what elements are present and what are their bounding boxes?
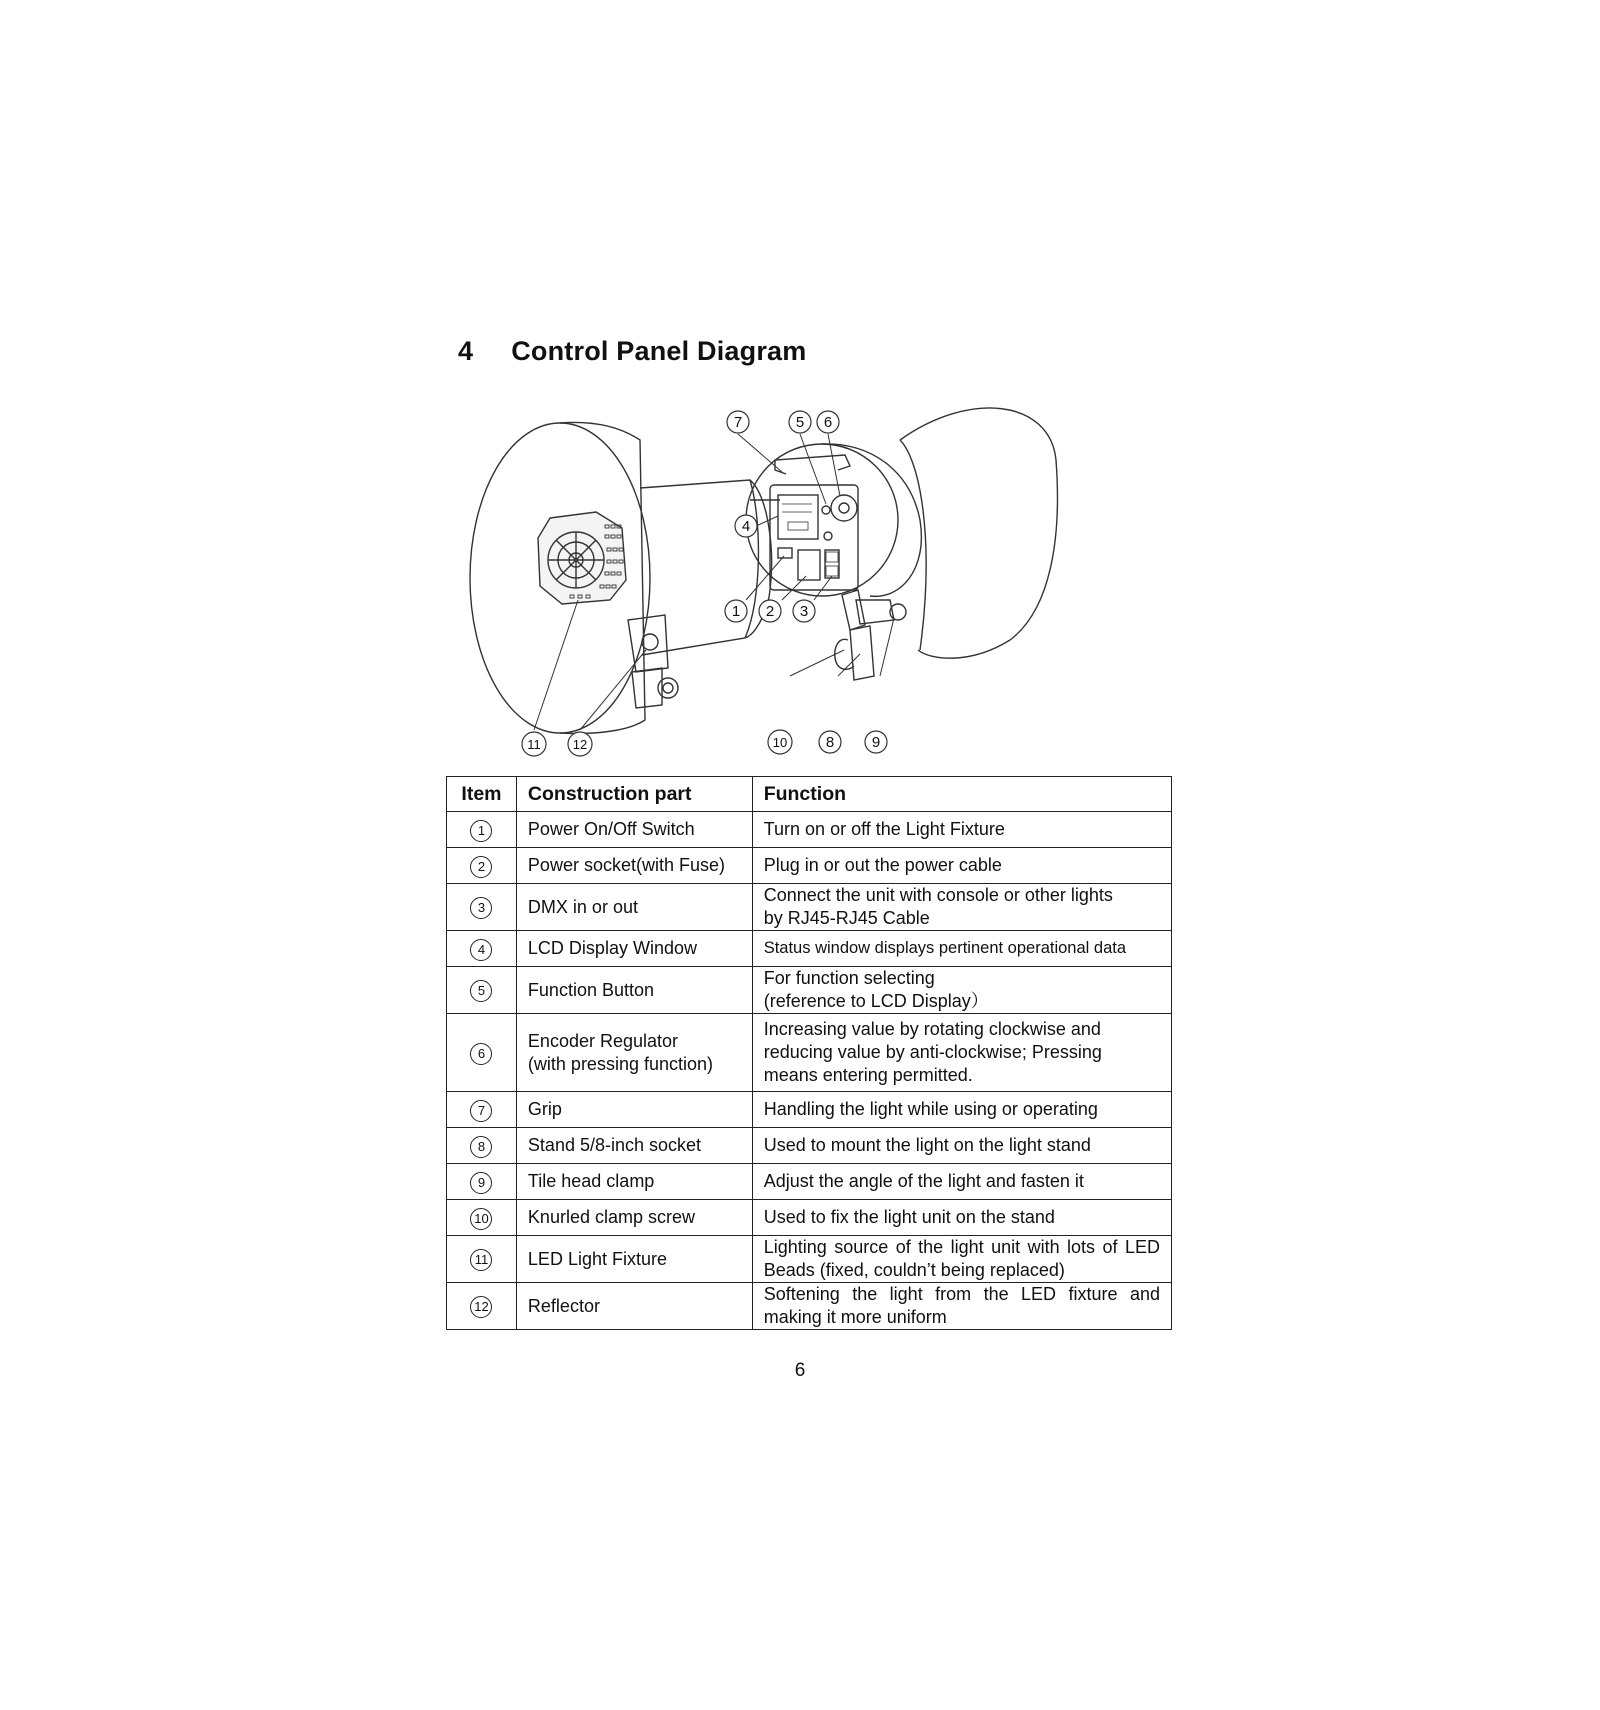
- part-cell: Grip: [516, 1092, 752, 1128]
- leader-12: [580, 650, 646, 730]
- encoder-knob: [831, 495, 857, 521]
- item-number-badge: 12: [470, 1296, 492, 1318]
- function-cell: Adjust the angle of the light and fasten it: [752, 1164, 1171, 1200]
- part-cell: Encoder Regulator (with pressing function): [516, 1014, 752, 1092]
- fixture-illustration: [450, 400, 1190, 760]
- function-cell: Lighting source of the light unit with lots of LED Beads (fixed, couldn’t being replaced): [752, 1236, 1171, 1283]
- callout-5: [789, 411, 811, 433]
- led-module-left: [538, 512, 626, 604]
- function-cell: Used to mount the light on the light stand: [752, 1128, 1171, 1164]
- part-cell: Knurled clamp screw: [516, 1200, 752, 1236]
- callout-3: [793, 600, 815, 622]
- svg-text:8: 8: [825, 734, 835, 751]
- item-number-badge: 10: [470, 1208, 492, 1230]
- svg-text:4: 4: [741, 518, 751, 535]
- svg-text:3: 3: [799, 603, 809, 620]
- part-cell: LCD Display Window: [516, 931, 752, 967]
- header-construction-part: Construction part: [516, 777, 752, 812]
- function-cell: Increasing value by rotating clockwise and reducing value by anti-clockwise; Pressing means entering permitted.: [752, 1014, 1171, 1092]
- table-header-row: [447, 777, 1172, 812]
- part-cell: Function Button: [516, 967, 752, 1014]
- body-side-right: [822, 444, 921, 596]
- function-cell: Connect the unit with console or other lights by RJ45-RJ45 Cable: [752, 884, 1171, 931]
- function-button: [822, 506, 830, 514]
- power-socket: [798, 550, 820, 580]
- callout-4: [735, 515, 757, 537]
- callout-12: [568, 732, 592, 756]
- construction-parts-table: [446, 776, 1172, 1330]
- header-item: Item: [447, 777, 517, 812]
- function-cell: Handling the light while using or operating: [752, 1092, 1171, 1128]
- table-row: [447, 1128, 1172, 1164]
- control-panel: [770, 485, 858, 590]
- svg-text:9: 9: [871, 734, 881, 751]
- callout-9: [865, 731, 887, 753]
- lcd-window: [778, 495, 818, 539]
- table-row: [447, 1200, 1172, 1236]
- table-row: [447, 848, 1172, 884]
- callout-8: [819, 731, 841, 753]
- svg-text:6: 6: [823, 414, 833, 431]
- part-cell: Stand 5/8-inch socket: [516, 1128, 752, 1164]
- item-number-badge: 4: [470, 939, 492, 961]
- callout-7: [727, 411, 749, 433]
- function-cell: Status window displays pertinent operational data: [752, 931, 1171, 967]
- item-number-badge: 9: [470, 1172, 492, 1194]
- back-view-fixture: [738, 408, 1057, 680]
- part-cell: Power On/Off Switch: [516, 812, 752, 848]
- table-row: [447, 1236, 1172, 1283]
- part-cell: LED Light Fixture: [516, 1236, 752, 1283]
- page-number: 6: [794, 1360, 806, 1381]
- grip-right: [775, 455, 850, 474]
- item-number-badge: 2: [470, 856, 492, 878]
- table-row: [447, 1164, 1172, 1200]
- front-view-fixture: [470, 422, 780, 733]
- function-cell: For function selecting (reference to LCD Display）: [752, 967, 1171, 1014]
- part-cell: Power socket(with Fuse): [516, 848, 752, 884]
- reflector-inner-right: [900, 440, 926, 650]
- item-number-badge: 8: [470, 1136, 492, 1158]
- section-number: 4: [458, 336, 474, 366]
- function-cell: Softening the light from the LED fixture and making it more uniform: [752, 1283, 1171, 1330]
- function-cell: Plug in or out the power cable: [752, 848, 1171, 884]
- table-row: [447, 812, 1172, 848]
- leader-11: [534, 600, 578, 730]
- table-row: [447, 931, 1172, 967]
- item-number-badge: 5: [470, 980, 492, 1002]
- header-function: Function: [752, 777, 1171, 812]
- part-cell: Reflector: [516, 1283, 752, 1330]
- item-number-badge: 1: [470, 820, 492, 842]
- svg-text:2: 2: [765, 603, 775, 620]
- callout-10: [768, 730, 792, 754]
- svg-text:1: 1: [731, 603, 741, 620]
- table-row: [447, 884, 1172, 931]
- callout-2: [759, 600, 781, 622]
- section-heading: [458, 336, 806, 367]
- function-cell: Turn on or off the Light Fixture: [752, 812, 1171, 848]
- part-cell: Tile head clamp: [516, 1164, 752, 1200]
- table-row: [447, 967, 1172, 1014]
- svg-text:5: 5: [795, 414, 805, 431]
- dmx-port: [825, 550, 839, 578]
- svg-text:11: 11: [527, 737, 541, 752]
- table-row: [447, 1092, 1172, 1128]
- item-number-badge: 3: [470, 897, 492, 919]
- body-left: [640, 480, 775, 655]
- svg-text:10: 10: [772, 735, 788, 750]
- power-switch: [778, 548, 792, 558]
- callout-6: [817, 411, 839, 433]
- table-row: [447, 1283, 1172, 1330]
- function-cell: Used to fix the light unit on the stand: [752, 1200, 1171, 1236]
- item-number-badge: 7: [470, 1100, 492, 1122]
- yoke-right: [835, 590, 906, 680]
- svg-text:12: 12: [572, 737, 588, 752]
- callout-1: [725, 600, 747, 622]
- section-title: Control Panel Diagram: [511, 336, 807, 366]
- control-panel-diagram: [450, 400, 1190, 760]
- table-row: [447, 1014, 1172, 1092]
- item-number-badge: 11: [470, 1249, 492, 1271]
- svg-text:7: 7: [733, 414, 743, 431]
- part-cell: DMX in or out: [516, 884, 752, 931]
- callout-11: [522, 732, 546, 756]
- item-number-badge: 6: [470, 1043, 492, 1065]
